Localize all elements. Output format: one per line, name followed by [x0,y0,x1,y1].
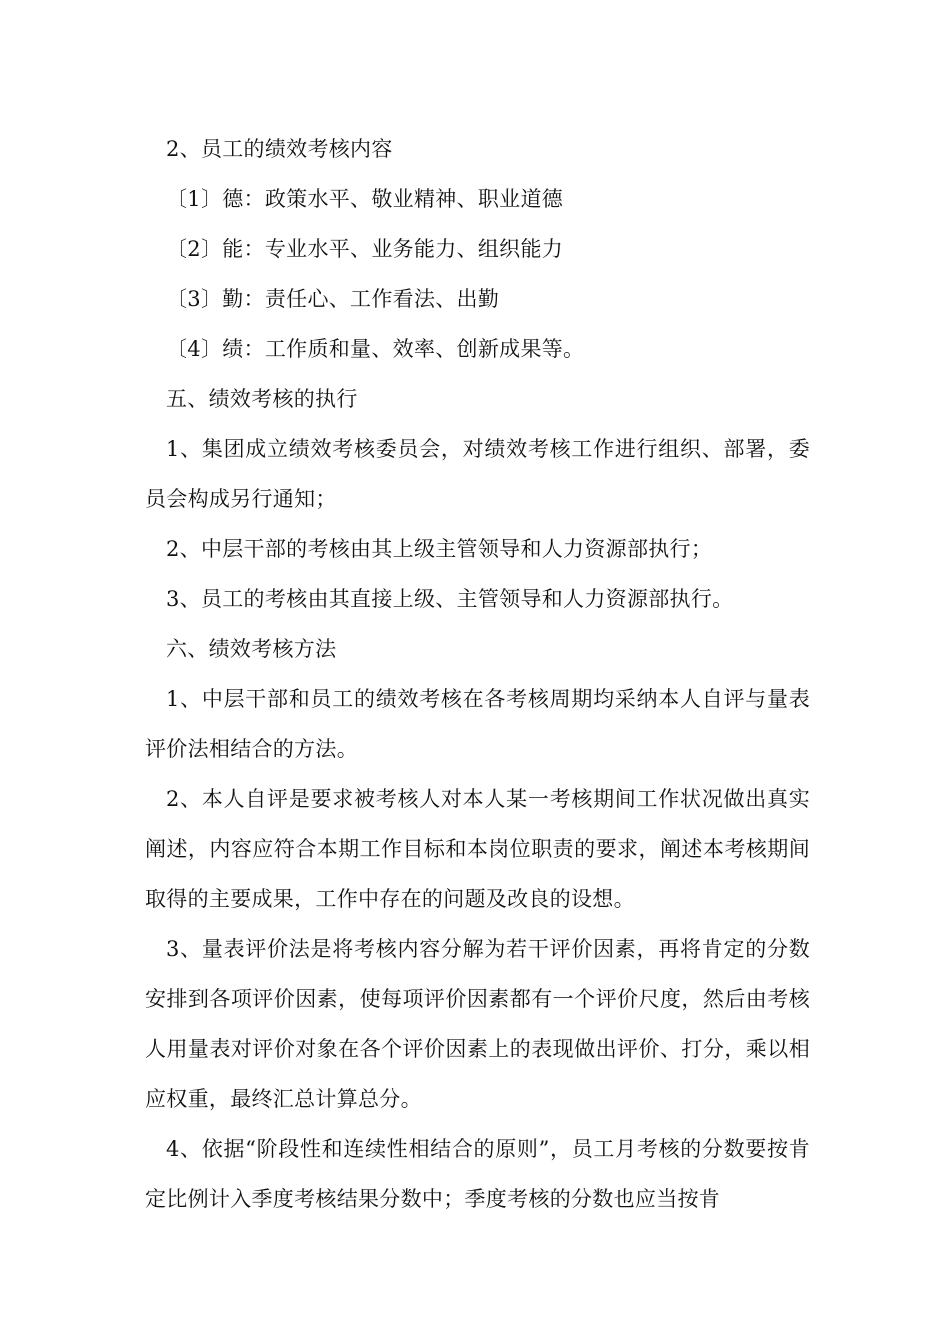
document-body [145,124,810,1224]
paragraph-employee-review: 3、员工的考核由其直接上级、主管领导和人力资源部执行。 [166,587,734,611]
paragraph-morality: 〔1〕德：政策水平、敬业精神、职业道德 [166,187,564,211]
paragraph-ability: 〔2〕能：专业水平、业务能力、组织能力 [166,237,564,261]
paragraph-diligence: 〔3〕勤：责任心、工作看法、出勤 [166,287,500,311]
paragraph-stage-continuity: 4、依据“阶段性和连续性相结合的原则”，员工月考核的分数要按肯定比例计入季度考核结果分数中；季度考核的分数也应当按肯 [145,1137,810,1211]
paragraph-method-combination: 1、中层干部和员工的绩效考核在各考核周期均采纳本人自评与量表评价法相结合的方法。 [145,687,810,761]
paragraph-self-evaluation: 2、本人自评是要求被考核人对本人某一考核期间工作状况做出真实阐述，内容应符合本期工作目标和本岗位职责的要求，阐述本考核期间取得的主要成果，工作中存在的问题及改良的设想。 [145,787,810,911]
section-heading-methods: 六、绩效考核方法 [166,637,337,661]
paragraph-middle-management: 2、中层干部的考核由其上级主管领导和人力资源部执行； [166,537,713,561]
section-heading-execution: 五、绩效考核的执行 [166,387,358,411]
paragraph-scale-evaluation: 3、量表评价法是将考核内容分解为若干评价因素，再将肯定的分数安排到各项评价因素，使每项评价因素都有一个评价尺度，然后由考核人用量表对评价对象在各个评价因素上的表现做出评价、打分，乘以相应权重，最终汇总计算总分。 [145,937,810,1111]
paragraph-achievement: 〔4〕绩：工作质和量、效率、创新成果等。 [166,337,585,361]
paragraph-committee: 1、集团成立绩效考核委员会，对绩效考核工作进行组织、部署，委员会构成另行通知； [145,437,810,511]
paragraph-performance-content-heading: 2、员工的绩效考核内容 [166,137,393,161]
